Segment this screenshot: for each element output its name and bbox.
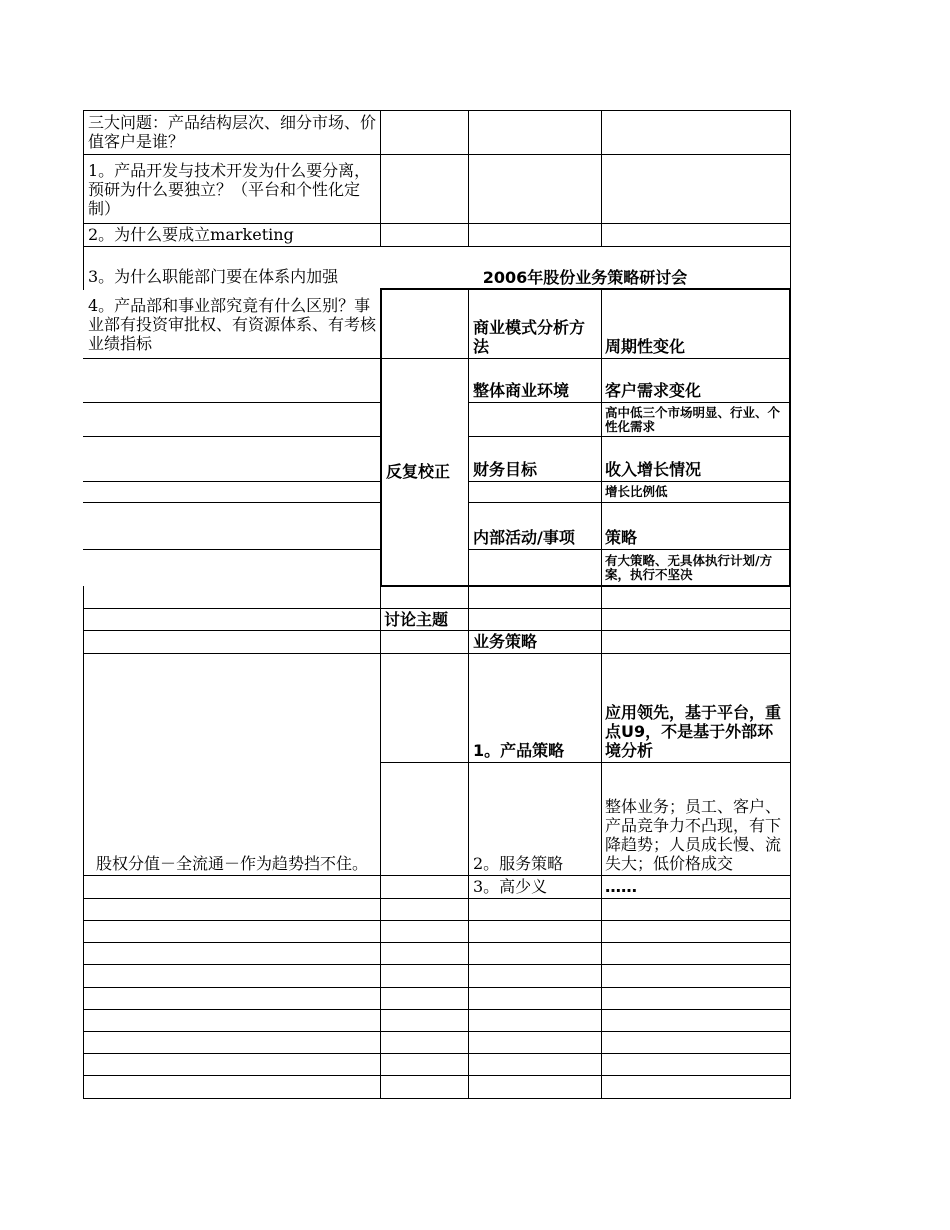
strategy-third-name-text: 3。高少义 bbox=[473, 877, 548, 896]
grid-line bbox=[83, 920, 791, 921]
framework-row-label-finance-text: 财务目标 bbox=[473, 460, 538, 479]
note-marketing: 2。为什么要成立marketing bbox=[88, 225, 294, 244]
grid-line bbox=[83, 942, 791, 943]
grid-line bbox=[468, 289, 469, 1099]
note-functional-dept bbox=[84, 248, 380, 288]
grid-line bbox=[83, 1075, 791, 1076]
grid-line bbox=[83, 223, 791, 224]
strategy-product-name bbox=[469, 654, 601, 762]
grid-line bbox=[83, 246, 791, 247]
grid-line bbox=[469, 502, 791, 503]
framework-row-topic-finance bbox=[601, 437, 790, 481]
grid-line bbox=[469, 402, 791, 403]
strategy-service-name bbox=[469, 763, 601, 875]
grid-line bbox=[380, 762, 791, 763]
grid-line bbox=[380, 288, 382, 587]
equity-note-text: 股权分值－全流通－作为趋势挡不住。 bbox=[95, 854, 368, 873]
discussion-section bbox=[469, 631, 601, 653]
sheet-title bbox=[380, 248, 790, 289]
framework-header-method-text: 商业模式分析方法 bbox=[473, 318, 586, 356]
strategy-service-note bbox=[601, 763, 790, 875]
framework-row-topic-internal-text: 策略 bbox=[605, 528, 638, 547]
framework-row-detail-internal: 有大策略、无具体执行计划/方案，执行不坚决 bbox=[605, 553, 773, 582]
grid-line bbox=[789, 288, 791, 587]
grid-line bbox=[83, 154, 791, 155]
note-three-issues: 三大问题：产品结构层次、细分市场、价值客户是谁？ bbox=[88, 113, 377, 151]
grid-line bbox=[83, 1053, 791, 1054]
framework-header-method bbox=[469, 290, 601, 358]
framework-row-label-env-text: 整体商业环境 bbox=[473, 381, 570, 400]
framework-row-label-internal bbox=[469, 503, 601, 549]
grid-line bbox=[83, 549, 380, 550]
strategy-product-note-text: 应用领先，基于平台，重点U9，不是基于外部环境分析 bbox=[605, 703, 782, 760]
framework-row-topic-env bbox=[601, 358, 790, 402]
grid-line bbox=[83, 402, 380, 403]
grid-line bbox=[83, 586, 84, 1099]
grid-line bbox=[469, 436, 791, 437]
framework-row-label-internal-text: 内部活动/事项 bbox=[473, 528, 575, 547]
framework-row-topic-internal bbox=[601, 503, 790, 549]
grid-line bbox=[83, 110, 84, 290]
discussion-section-text: 业务策略 bbox=[473, 632, 538, 651]
discussion-topic-label-text: 讨论主题 bbox=[384, 610, 449, 629]
grid-line bbox=[380, 288, 791, 290]
grid-line bbox=[83, 875, 791, 876]
grid-line bbox=[601, 110, 602, 247]
grid-line bbox=[83, 898, 791, 899]
framework-row-label-finance bbox=[469, 437, 601, 481]
grid-line bbox=[468, 110, 469, 247]
framework-header-cycle bbox=[601, 290, 790, 358]
strategy-service-note-text: 整体业务；员工、客户、产品竞争力不凸现，有下降趋势；人员成长慢、流失大；低价格成交 bbox=[605, 797, 782, 873]
grid-line bbox=[469, 549, 791, 550]
strategy-third-name bbox=[469, 876, 601, 898]
sheet-title-text: 2006年股份业务策略研讨会 bbox=[482, 268, 688, 287]
framework-row-label-env bbox=[469, 358, 601, 402]
strategy-third-note bbox=[601, 876, 790, 898]
grid-line bbox=[380, 587, 381, 1099]
grid-line bbox=[380, 110, 381, 247]
strategy-product-note bbox=[601, 654, 790, 762]
grid-line bbox=[83, 1009, 791, 1010]
grid-line bbox=[469, 481, 791, 482]
note-product-tech-separation: 1。产品开发与技术开发为什么要分离，预研为什么要独立？（平台和个性化定制） bbox=[88, 161, 371, 218]
framework-row-topic-env-text: 客户需求变化 bbox=[605, 381, 702, 400]
grid-line bbox=[380, 585, 791, 587]
strategy-third-note-text: …… bbox=[605, 877, 637, 896]
grid-line bbox=[601, 289, 602, 1099]
grid-line bbox=[83, 358, 791, 359]
note-functional-dept-text: 3。为什么职能部门要在体系内加强 bbox=[88, 267, 339, 286]
grid-line bbox=[83, 630, 791, 631]
equity-note bbox=[84, 654, 380, 875]
framework-row-topic-finance-text: 收入增长情况 bbox=[605, 460, 702, 479]
grid-line bbox=[83, 653, 791, 654]
strategy-product-name-text: 1。产品策略 bbox=[473, 741, 565, 760]
grid-line bbox=[790, 587, 791, 1099]
grid-line bbox=[83, 987, 791, 988]
strategy-service-name-text: 2。服务策略 bbox=[473, 854, 564, 873]
grid-line bbox=[83, 1098, 791, 1099]
discussion-topic-label bbox=[380, 609, 469, 631]
grid-line bbox=[83, 608, 791, 609]
framework-side-label bbox=[382, 358, 469, 586]
grid-line bbox=[83, 502, 380, 503]
framework-side-label-text: 反复校正 bbox=[386, 462, 451, 481]
grid-line bbox=[83, 1031, 791, 1032]
grid-line bbox=[83, 481, 380, 482]
framework-row-detail-finance: 增长比例低 bbox=[605, 484, 668, 499]
note-product-vs-division: 4。产品部和事业部究竟有什么区别？事业部有投资审批权、有资源体系、有考核业绩指标 bbox=[88, 296, 377, 353]
grid-line bbox=[790, 110, 791, 288]
framework-header-cycle-text: 周期性变化 bbox=[605, 337, 686, 356]
grid-line bbox=[83, 964, 791, 965]
framework-row-detail-env: 高中低三个市场明显、行业、个性化需求 bbox=[605, 405, 781, 434]
grid-line bbox=[83, 110, 791, 111]
grid-line bbox=[83, 436, 380, 437]
